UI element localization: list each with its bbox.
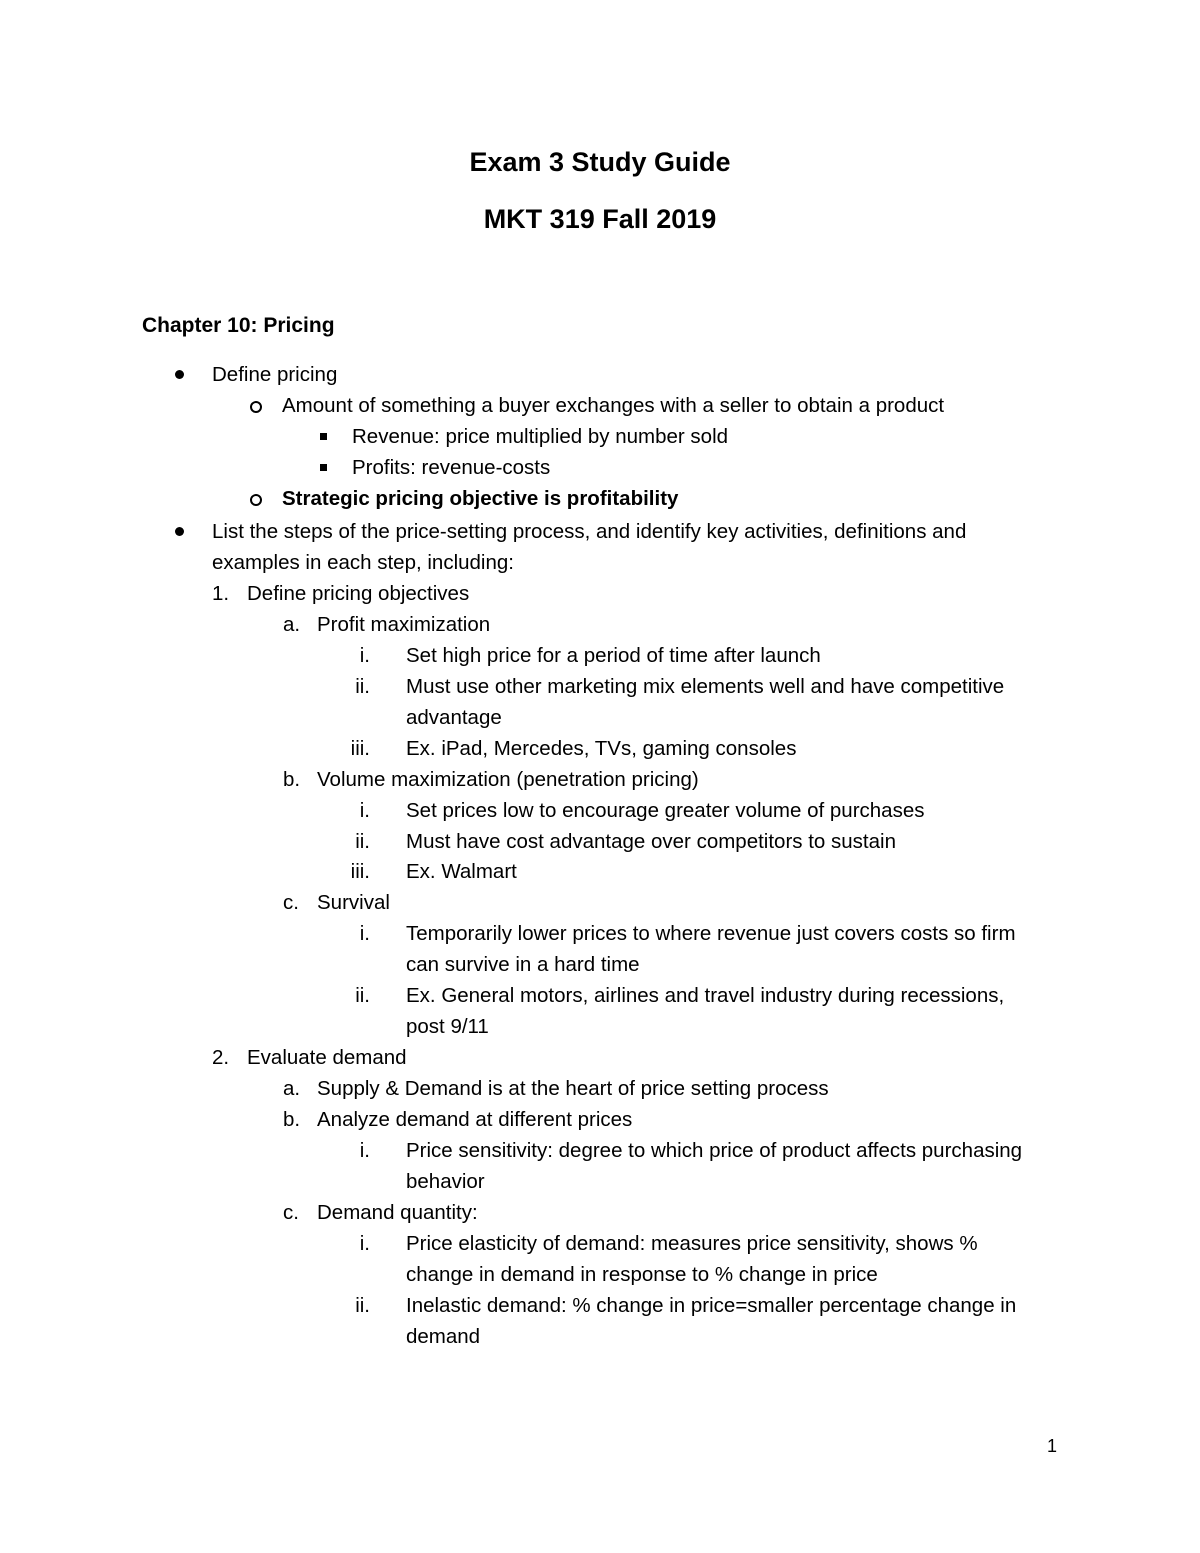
list-item: Profit maximization	[317, 613, 491, 636]
chapter-heading: Chapter 10: Pricing	[142, 314, 335, 337]
list-item: Define pricing objectives	[247, 582, 470, 605]
list-item: Survival	[317, 891, 390, 914]
list-item-continuation: examples in each step, including:	[212, 551, 514, 574]
list-item: Temporarily lower prices to where revenue just covers costs so firm	[406, 922, 1016, 945]
list-item: Ex. General motors, airlines and travel industry during recessions,	[406, 984, 1005, 1007]
list-item: Price elasticity of demand: measures price sensitivity, shows %	[406, 1232, 978, 1255]
list-roman: i.	[359, 799, 370, 822]
list-item: Amount of something a buyer exchanges with a seller to obtain a product	[282, 394, 945, 417]
list-item: Inelastic demand: % change in price=smaller percentage change in	[406, 1294, 1017, 1317]
bullet-circle-icon	[250, 401, 262, 413]
page-number: 1	[1046, 1436, 1057, 1456]
list-roman: ii.	[355, 675, 370, 698]
list-roman: i.	[359, 922, 370, 945]
list-roman: iii.	[350, 737, 370, 760]
list-item: Supply & Demand is at the heart of price setting process	[317, 1077, 829, 1100]
list-item-continuation: change in demand in response to % change in price	[406, 1263, 878, 1286]
list-item: Analyze demand at different prices	[317, 1108, 633, 1131]
list-item: Profits: revenue-costs	[352, 456, 551, 479]
bullet-square-icon	[320, 433, 327, 440]
list-item: Price sensitivity: degree to which price of product affects purchasing	[406, 1139, 1023, 1162]
bullet-dot-icon	[175, 370, 184, 379]
list-item-continuation: demand	[406, 1325, 481, 1348]
list-roman: ii.	[355, 1294, 370, 1317]
bullet-square-icon	[320, 464, 327, 471]
list-item: Strategic pricing objective is profitability	[282, 487, 679, 510]
list-letter: a.	[283, 1077, 301, 1100]
document-title: Exam 3 Study Guide	[469, 147, 731, 177]
list-item: Volume maximization (penetration pricing)	[317, 768, 699, 791]
list-number: 2.	[212, 1046, 230, 1069]
list-letter: c.	[283, 891, 299, 914]
list-item: Ex. iPad, Mercedes, TVs, gaming consoles	[406, 737, 797, 760]
list-item-continuation: advantage	[406, 706, 502, 729]
list-roman: i.	[359, 644, 370, 667]
list-roman: ii.	[355, 984, 370, 1007]
list-letter: a.	[283, 613, 301, 636]
list-item: Must use other marketing mix elements well and have competitive	[406, 675, 1005, 698]
list-item: Revenue: price multiplied by number sold	[352, 425, 729, 448]
list-item: Evaluate demand	[247, 1046, 407, 1069]
list-item-continuation: post 9/11	[406, 1015, 489, 1038]
list-item: Set prices low to encourage greater volume of purchases	[406, 799, 925, 822]
list-item: List the steps of the price-setting process, and identify key activities, definitions and	[212, 520, 967, 543]
list-item: Demand quantity:	[317, 1201, 478, 1224]
list-item-continuation: behavior	[406, 1170, 485, 1193]
list-item-continuation: can survive in a hard time	[406, 953, 640, 976]
document-subtitle: MKT 319 Fall 2019	[483, 204, 717, 234]
list-roman: i.	[359, 1232, 370, 1255]
bullet-dot-icon	[175, 527, 184, 536]
list-item: Must have cost advantage over competitors to sustain	[406, 830, 896, 853]
list-roman: ii.	[355, 830, 370, 853]
list-item: Define pricing	[212, 363, 338, 386]
list-number: 1.	[212, 582, 230, 605]
bullet-circle-icon	[250, 494, 262, 506]
list-letter: b.	[283, 1108, 301, 1131]
list-letter: c.	[283, 1201, 299, 1224]
list-item: Set high price for a period of time after launch	[406, 644, 821, 667]
list-item: Ex. Walmart	[406, 860, 517, 883]
list-roman: i.	[359, 1139, 370, 1162]
list-roman: iii.	[350, 860, 370, 883]
list-letter: b.	[283, 768, 301, 791]
